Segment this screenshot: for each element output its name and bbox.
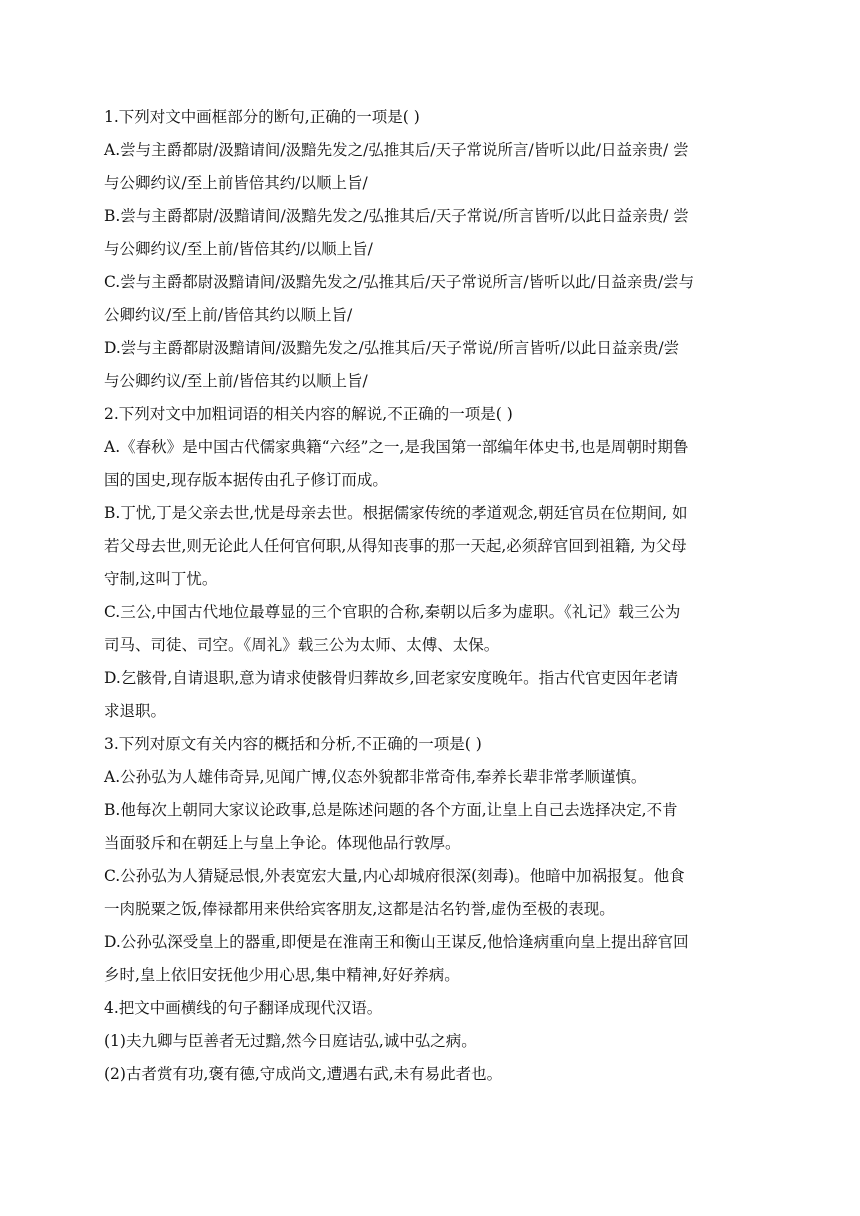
question-4-item-2: (2)古者赏有功,褒有德,守成尚文,遭遇右武,未有易此者也。 bbox=[104, 1065, 503, 1083]
question-3-option-d-line-1: D.公孙弘深受皇上的器重,即便是在淮南王和衡山王谋反,他恰逢病重向皇上提出辞官回 bbox=[104, 933, 689, 951]
question-2-stem: 2.下列对文中加粗词语的相关内容的解说,不正确的一项是( ) bbox=[104, 405, 513, 423]
question-3-stem: 3.下列对原文有关内容的概括和分析,不正确的一项是( ) bbox=[104, 735, 482, 753]
question-2-option-c-line-2: 司马、司徒、司空。《周礼》载三公为太师、太傅、太保。 bbox=[104, 636, 500, 654]
question-list bbox=[104, 101, 760, 1091]
question-1-option-a-line-2: 与公卿约议/至上前皆倍其约/以顺上旨/ bbox=[104, 174, 368, 192]
question-2-option-a-line-1: A.《春秋》是中国古代儒家典籍“六经”之一,是我国第一部编年体史书,也是周朝时期鲁 bbox=[104, 438, 689, 456]
question-2-option-b-line-2: 若父母去世,则无论此人任何官何职,从得知丧事的那一天起,必须辞官回到祖籍, 为父母 bbox=[104, 537, 687, 555]
question-2-option-a-line-2: 国的国史,现存版本据传由孔子修订而成。 bbox=[104, 471, 388, 489]
question-1-option-c-line-2: 公卿约议/至上前/皆倍其约以顺上旨/ bbox=[104, 306, 353, 324]
question-1-stem: 1.下列对文中画框部分的断句,正确的一项是( ) bbox=[104, 108, 420, 126]
question-3-option-d-line-2: 乡时,皇上依旧安抚他少用心思,集中精神,好好养病。 bbox=[104, 966, 460, 984]
question-3-option-b-line-1: B.他每次上朝同大家议论政事,总是陈述问题的各个方面,让皇上自己去选择决定,不肯 bbox=[104, 801, 678, 819]
question-2-option-d-line-2: 求退职。 bbox=[104, 702, 167, 720]
question-4-item-1: (1)夫九卿与臣善者无过黯,然今日庭诘弘,诚中弘之病。 bbox=[104, 1032, 477, 1050]
question-1-option-a-line-1: A.尝与主爵都尉/汲黯请间/汲黯先发之/弘推其后/天子常说所言/皆听以此/日益亲贵/ 尝 bbox=[104, 141, 689, 159]
question-1-option-d-line-2: 与公卿约议/至上前/皆倍其约以顺上旨/ bbox=[104, 372, 368, 390]
question-4 bbox=[104, 992, 760, 1091]
question-2-option-c-line-1: C.三公,中国古代地位最尊显的三个官职的合称,秦朝以后多为虚职。《礼记》载三公为 bbox=[104, 603, 681, 621]
question-1-option-d-line-1: D.尝与主爵都尉汲黯请间/汲黯先发之/弘推其后/天子常说/所言皆听/以此日益亲贵/尝 bbox=[104, 339, 680, 357]
question-3-option-a-line-1: A.公孙弘为人雄伟奇异,见闻广博,仪态外貌都非常奇伟,奉养长辈非常孝顺谨慎。 bbox=[104, 768, 647, 786]
question-4-stem: 4.把文中画横线的句子翻译成现代汉语。 bbox=[104, 999, 383, 1017]
question-3-option-c-line-2: 一肉脱粟之饭,俸禄都用来供给宾客朋友,这都是沽名钓誉,虚伪至极的表现。 bbox=[104, 900, 615, 918]
question-1 bbox=[104, 101, 760, 398]
question-2 bbox=[104, 398, 760, 728]
question-3-option-b-line-2: 当面驳斥和在朝廷上与皇上争论。体现他品行敦厚。 bbox=[104, 834, 461, 852]
question-1-option-b-line-2: 与公卿约议/至上前/皆倍其约/以顺上旨/ bbox=[104, 240, 373, 258]
question-3-option-c-line-1: C.公孙弘为人猜疑忌恨,外表宽宏大量,内心却城府很深(刻毒)。他暗中加祸报复。他食 bbox=[104, 867, 685, 885]
question-3 bbox=[104, 728, 760, 992]
question-2-option-b-line-3: 守制,这叫丁忧。 bbox=[104, 570, 218, 588]
question-2-option-b-line-1: B.丁忧,丁是父亲去世,忧是母亲去世。根据儒家传统的孝道观念,朝廷官员在位期间, 如 bbox=[104, 504, 688, 522]
question-1-option-b-line-1: B.尝与主爵都尉/汲黯请间/汲黯先发之/弘推其后/天子常说/所言皆听/以此日益亲贵/ 尝 bbox=[104, 207, 689, 225]
question-1-option-c-line-1: C.尝与主爵都尉汲黯请间/汲黯先发之/弘推其后/天子常说所言/皆听以此/日益亲贵/尝与 bbox=[104, 273, 695, 291]
question-2-option-d-line-1: D.乞骸骨,自请退职,意为请求使骸骨归葬故乡,回老家安度晚年。指古代官吏因年老请 bbox=[104, 669, 679, 687]
